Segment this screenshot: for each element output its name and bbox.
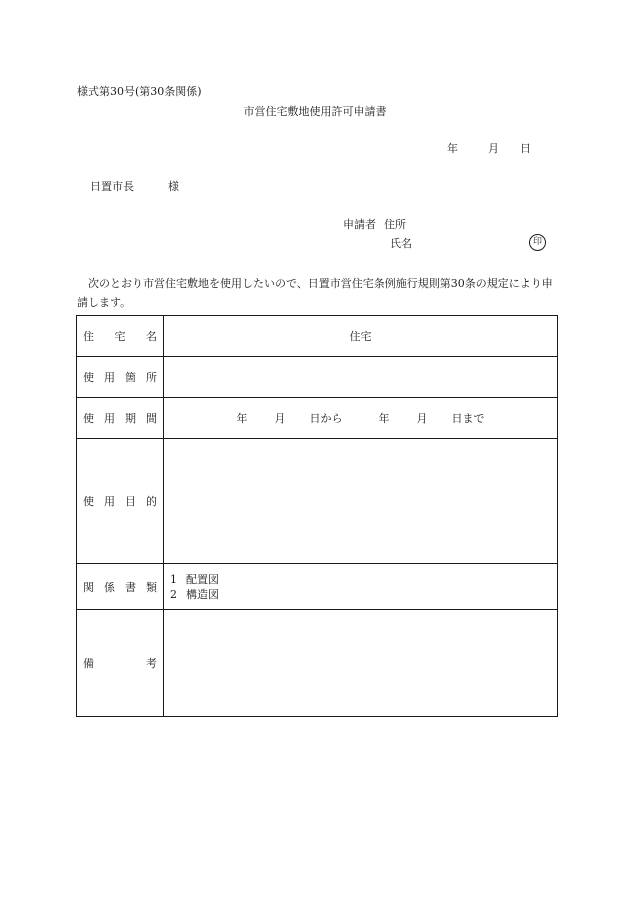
seal-mark: 印 [529,234,546,251]
period-from-year: 年 [236,412,248,425]
label-housing-name: 住 宅 名 [77,316,164,357]
form-number: 様式第30号(第30条関係) [77,85,202,98]
field-purpose[interactable] [164,439,558,564]
field-remarks[interactable] [164,610,558,717]
addressee [90,180,179,194]
document-item: 2 構造図 [170,587,219,601]
field-documents [164,564,558,610]
date-day-label: 日 [520,142,531,155]
date-year-label: 年 [447,142,458,155]
date-month-label: 月 [488,142,499,155]
period-from-month: 月 [274,412,286,425]
label-period: 使 用 期 間 [77,398,164,439]
housing-name-suffix: 住宅 [349,330,372,343]
application-table [76,315,558,717]
row-housing-name [77,316,558,357]
addressee-name: 日置市長 [90,180,134,193]
addressee-suffix: 様 [168,180,179,193]
document-title: 市営住宅敷地使用許可申請書 [243,105,387,118]
applicant-name-label: 氏名 [390,237,412,250]
period-to-year: 年 [378,412,390,425]
field-housing-name[interactable] [164,316,558,357]
period-from-day: 日から [309,412,343,425]
row-period [77,398,558,439]
row-remarks [77,610,558,717]
label-location: 使 用 箇 所 [77,357,164,398]
label-purpose: 使 用 目 的 [77,439,164,564]
period-to-day: 日まで [451,412,485,425]
period-to-month: 月 [416,412,428,425]
label-remarks: 備 考 [77,610,164,717]
address-label: 住所 [384,218,406,231]
row-documents [77,564,558,610]
applicant-address-line [343,218,406,232]
applicant-label: 申請者 [343,218,376,231]
row-location [77,357,558,398]
document-item: 1 配置図 [170,572,219,586]
application-statement: 次のとおり市営住宅敷地を使用したいので、日置市営住宅条例施行規則第30条の規定により申請します。 [77,277,553,309]
field-location[interactable] [164,357,558,398]
label-documents: 関 係 書 類 [77,564,164,610]
date-line [447,142,531,156]
row-purpose [77,439,558,564]
field-period[interactable] [164,398,558,439]
